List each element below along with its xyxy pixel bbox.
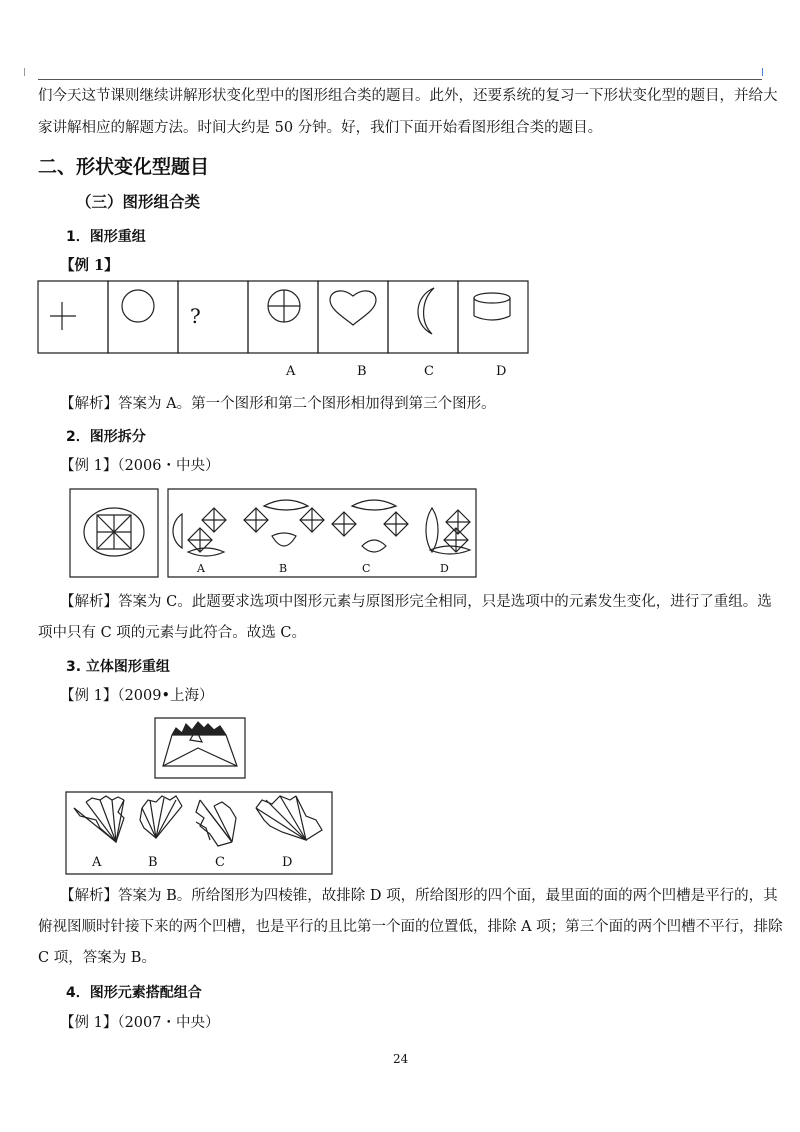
part2-option-b: B <box>279 562 288 575</box>
part3-option-d: D <box>282 855 293 870</box>
part2-heading: 2．图形拆分 <box>66 429 146 445</box>
part3-example-label: 【例 1】（2009•上海） <box>60 688 214 704</box>
page-number: 24 <box>393 1052 409 1066</box>
part3-option-c-net <box>196 800 236 846</box>
notched-pyramid <box>163 722 237 766</box>
part3-analysis-line-3: C 项，答案为 B。 <box>38 950 156 966</box>
question-mark: ? <box>190 304 201 328</box>
part2-example-label: 【例 1】（2006・中央） <box>60 458 220 474</box>
subsection-title: （三）图形组合类 <box>76 193 201 211</box>
part2-option-d: D <box>440 562 449 575</box>
part2-analysis-line-2: 项中只有 C 项的元素与此符合。故选 C。 <box>38 625 307 641</box>
part1-option-a: A <box>286 364 296 379</box>
part3-option-d-net <box>256 796 322 840</box>
section-title: 二、形状变化型题目 <box>38 156 210 178</box>
part3-option-b-net <box>140 796 182 838</box>
part4-heading: 4．图形元素搭配组合 <box>66 985 202 1001</box>
part1-analysis: 【解析】答案为 A。第一个图形和第二个图形相加得到第三个图形。 <box>60 396 496 412</box>
part3-option-a-net <box>74 796 124 842</box>
part3-heading: 3. 立体图形重组 <box>66 659 170 675</box>
part3-option-c: C <box>215 855 225 870</box>
part1-example-label: 【例 1】 <box>60 257 119 274</box>
intro-line-1: 们今天这节课则继续讲解形状变化型中的图形组合类的题目。此外，还要系统的复习一下形状变化型的题目，并给大 <box>38 88 778 104</box>
part1-option-d: D <box>496 364 507 379</box>
part3-analysis-line-1: 【解析】答案为 B。所给图形为四棱锥，故排除 D 项，所给图形的四个面，最里面的面的两个凹槽是平行的，其 <box>60 888 778 904</box>
part2-option-c: C <box>362 562 371 575</box>
part1-option-b: B <box>357 364 367 379</box>
part4-example-label: 【例 1】（2007・中央） <box>60 1015 220 1031</box>
part3-option-b: B <box>148 855 158 870</box>
part1-heading: 1．图形重组 <box>66 229 146 245</box>
part2-analysis-line-1: 【解析】答案为 C。此题要求选项中图形元素与原图形完全相同，只是选项中的元素发生变化，进行了重组。选 <box>60 594 772 610</box>
part1-option-c: C <box>424 364 434 379</box>
part3-option-a: A <box>92 855 102 870</box>
intro-line-2: 家讲解相应的解题方法。时间大约是 50 分钟。好，我们下面开始看图形组合类的题目。 <box>38 120 603 136</box>
part2-option-a: A <box>197 562 205 575</box>
part3-analysis-line-2: 俯视图顺时针接下来的两个凹槽，也是平行的且比第一个面的位置低，排除 A 项；第三个面的两个凹槽不平行，排除 <box>38 919 783 935</box>
